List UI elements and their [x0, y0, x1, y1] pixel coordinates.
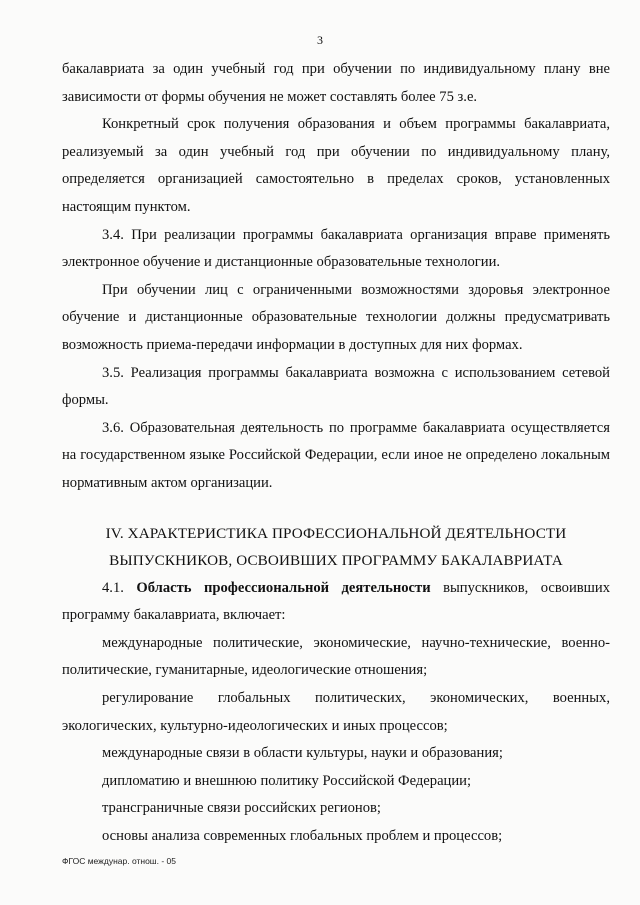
- list-item: регулирование глобальных политических, экономических, военных, экологических, культурно-идеологических и иных процессов;: [62, 690, 610, 734]
- paragraph-3-5: 3.5. Реализация программы бакалавриата возможна с использованием сетевой формы.: [62, 364, 610, 409]
- paragraph-continuation: бакалавриата за один учебный год при обучении по индивидуальному плану вне зависимости от формы обучения не может составлять более 75 з.е.: [62, 61, 610, 105]
- item-rest: выпускников, освоивших программу бакалавриата, включает:: [62, 579, 610, 624]
- paragraph-disabilities: При обучении лиц с ограниченными возможностями здоровья электронное обучение и дистанционные образовательные технологии должны предусматривать возможность приема-передачи информации в доступных для них формах.: [62, 281, 610, 353]
- paragraph-4-1: [62, 575, 610, 630]
- paragraph-duration: Конкретный срок получения образования и объем программы бакалавриата, реализуемый за один учебный год при обучении по индивидуальному плану, определяется организацией самостоятельно в пределах сроков, установленных настоящим пунктом.: [62, 116, 610, 215]
- paragraph-3-6: 3.6. Образовательная деятельность по программе бакалавриата осуществляется на государственном языке Российской Федерации, если иное не определено локальным нормативным актом организации.: [62, 419, 610, 491]
- page-number: 3: [317, 33, 323, 47]
- page-body: [62, 56, 610, 851]
- footer-code: ФГОС междунар. отнош. - 05: [62, 856, 176, 866]
- list-item: международные связи в области культуры, науки и образования;: [102, 745, 503, 762]
- list-item: дипломатию и внешнюю политику Российской Федерации;: [102, 772, 472, 789]
- section-heading-line-1: IV. ХАРАКТЕРИСТИКА ПРОФЕССИОНАЛЬНОЙ ДЕЯТЕЛЬНОСТИ: [105, 524, 567, 542]
- bold-term: Область профессиональной деятельности: [136, 579, 431, 596]
- item-number: 4.1.: [102, 579, 124, 596]
- paragraph-3-4: 3.4. При реализации программы бакалавриата организация вправе применять электронное обучение и дистанционные образовательные технологии.: [62, 226, 610, 271]
- section-heading: [62, 520, 610, 575]
- list-item: трансграничные связи российских регионов;: [102, 800, 381, 817]
- list-item: основы анализа современных глобальных проблем и процессов;: [102, 828, 503, 845]
- list-item: международные политические, экономические, научно-технические, военно-политические, гуманитарные, идеологические отношения;: [62, 634, 610, 679]
- section-heading-line-2: ВЫПУСКНИКОВ, ОСВОИВШИХ ПРОГРАММУ БАКАЛАВРИАТА: [109, 552, 563, 570]
